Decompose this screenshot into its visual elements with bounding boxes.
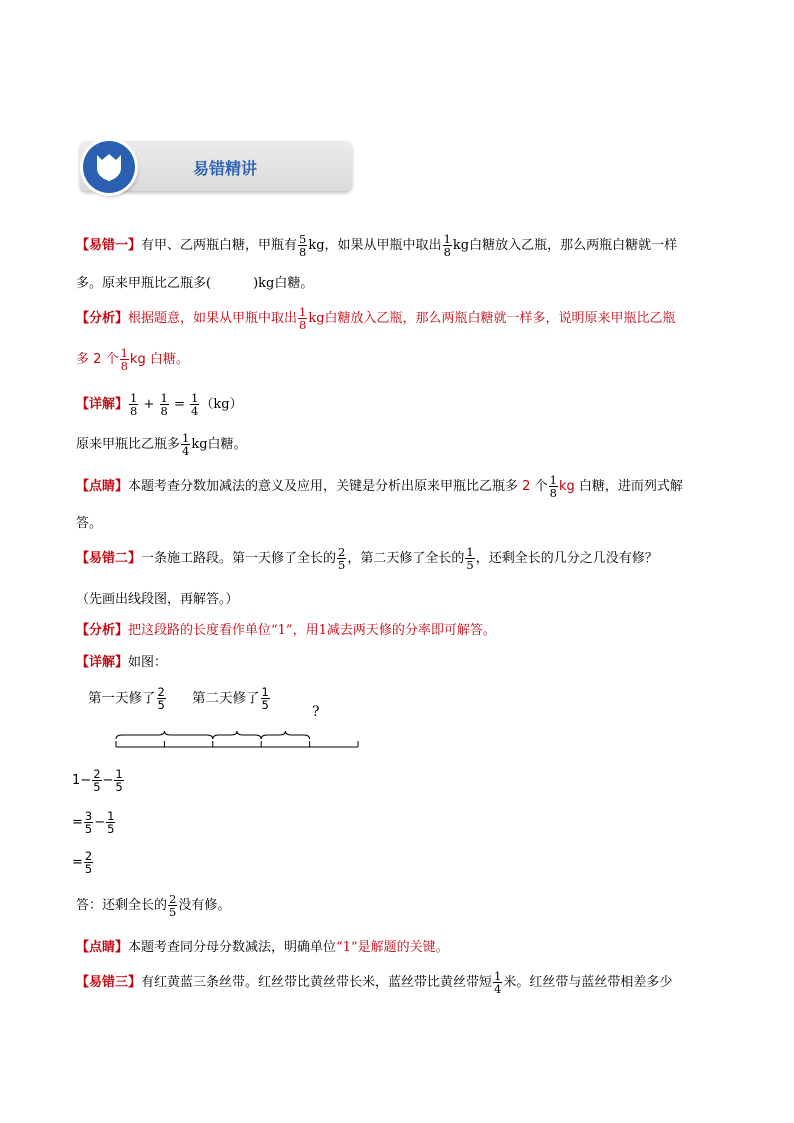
text: 多。原来甲瓶比乙瓶多( (76, 276, 212, 291)
analysis-2 (76, 619, 726, 638)
denominator: 5 (115, 780, 123, 795)
numerator: 1 (191, 391, 199, 405)
numerator: 1 (261, 685, 269, 699)
fraction (92, 768, 101, 793)
fraction (190, 392, 199, 417)
numerator: 1 (120, 346, 128, 360)
analysis-label: 【分析】 (76, 311, 129, 327)
text: 米。红丝带与蓝丝带相差多少 (503, 975, 673, 991)
fraction (443, 233, 452, 258)
text: )kg白糖。 (253, 276, 314, 291)
fraction (114, 768, 123, 793)
text: 本题考查分数加减法的意义及应用，关键是分析出原来甲瓶比乙瓶多 (128, 479, 519, 495)
shield-crown-icon (83, 141, 135, 193)
denominator: 5 (93, 780, 101, 795)
text: 2 (522, 479, 531, 495)
denominator: 5 (338, 558, 346, 573)
point-2 (76, 936, 726, 955)
plus-sign: + (143, 397, 155, 413)
text: 本题考查同分母分数减法，明确单位 (128, 940, 337, 955)
numerator: 1 (299, 305, 307, 319)
minus-sign: − (102, 773, 114, 789)
analysis-1-line-1 (76, 306, 726, 331)
denominator: 8 (299, 318, 307, 333)
fraction (106, 810, 115, 835)
point-1-line-1 (76, 474, 726, 499)
text: 根据题意，如果从甲瓶中取出 (128, 311, 298, 327)
section-title: 易错精讲 (193, 159, 258, 178)
fraction (84, 810, 93, 835)
denominator: 8 (120, 359, 128, 374)
numerator: 1 (549, 473, 557, 487)
text: kg白糖放入乙瓶，那么两瓶白糖就一样 (452, 238, 678, 254)
brace-day1 (116, 731, 213, 739)
equals-sign: = (72, 815, 83, 831)
fraction (298, 233, 307, 258)
numerator: 2 (84, 849, 93, 863)
numerator: 1 (494, 969, 502, 983)
calc-row-3 (72, 850, 94, 875)
segment-diagram (88, 686, 378, 756)
numerator: 1 (160, 391, 168, 405)
text: 有红黄蓝三条丝带。红丝带比黄丝带长米，蓝丝带比黄丝带短 (141, 975, 493, 991)
minus-sign: − (80, 773, 92, 789)
detail-1-line-2 (76, 432, 726, 457)
text: kg (558, 479, 575, 495)
text: 一条施工路段。第一天修了全长的 (141, 551, 337, 567)
denominator: 8 (160, 404, 168, 419)
problem-2-label: 【易错二】 (76, 551, 142, 567)
denominator: 5 (261, 698, 269, 713)
numerator: 1 (115, 767, 123, 781)
point-label: 【点睛】 (76, 940, 129, 955)
text: 没有修。 (178, 898, 231, 914)
fraction (549, 474, 558, 499)
fraction (84, 850, 93, 875)
detail-2-line-1 (76, 651, 726, 670)
text: 个 (534, 479, 548, 495)
text: 答。 (76, 516, 103, 531)
numerator: 1 (466, 545, 474, 559)
text: 白糖。 (149, 352, 189, 368)
text: 个 (105, 352, 119, 368)
unit: （kg） (200, 397, 243, 413)
brace-day2 (213, 731, 261, 739)
brace-remaining (261, 731, 309, 739)
denominator: 4 (494, 982, 502, 997)
fraction (160, 392, 169, 417)
fraction (120, 347, 129, 372)
text: 把这段路的长度看作单位“1”，用1减去两天修的分率即可解答。 (128, 623, 496, 638)
denominator: 5 (466, 558, 474, 573)
problem-1-line-1 (76, 233, 726, 258)
numerator: 5 (299, 232, 307, 246)
numerator: 1 (107, 809, 115, 823)
problem-3-line-1 (76, 970, 726, 995)
text: 第二天修了 (192, 690, 260, 707)
text: ，第二天修了全长的 (347, 551, 465, 567)
problem-1-line-2 (76, 272, 726, 291)
text: 2 (93, 352, 102, 368)
problem-2-line-1 (76, 546, 726, 571)
fraction (493, 970, 502, 995)
equals-sign: = (72, 855, 83, 871)
numerator: 1 (443, 232, 451, 246)
problem-3-label: 【易错三】 (76, 975, 142, 991)
denominator: 8 (443, 245, 451, 260)
analysis-1-line-2 (76, 347, 726, 372)
text: 多 (76, 352, 90, 368)
numerator: 2 (157, 685, 165, 699)
text: 答：还剩全长的 (76, 898, 168, 914)
problem-2-line-2 (76, 588, 726, 607)
text: kg白糖放入乙瓶，那么两瓶白糖就一样多，说明原来甲瓶比乙瓶 (308, 311, 676, 327)
fraction (465, 546, 474, 571)
text: 有甲、乙两瓶白糖，甲瓶有 (141, 238, 298, 254)
numerator: 2 (169, 892, 177, 906)
denominator: 5 (169, 905, 177, 920)
segment-svg (88, 686, 378, 756)
denominator: 4 (191, 404, 199, 419)
text: 白糖，进而列式解 (578, 479, 683, 495)
denominator: 5 (84, 822, 93, 837)
detail-label: 【详解】 (76, 655, 129, 670)
denominator: 5 (107, 822, 115, 837)
denominator: 5 (84, 862, 93, 877)
text: 原来甲瓶比乙瓶多 (76, 437, 181, 453)
denominator: 8 (549, 486, 557, 501)
fraction (168, 893, 177, 918)
numerator: 3 (84, 809, 93, 823)
diagram-question-mark: ? (312, 704, 320, 720)
analysis-label: 【分析】 (76, 623, 129, 638)
calc-row-1 (72, 768, 125, 793)
fraction (337, 546, 346, 571)
denominator: 8 (130, 404, 138, 419)
fraction (129, 392, 138, 417)
numerator: 2 (338, 545, 346, 559)
detail-1-line-1 (76, 392, 726, 417)
detail-label: 【详解】 (76, 397, 129, 413)
text: kg白糖。 (191, 437, 247, 453)
text: “1”是解题的关键。 (336, 940, 449, 955)
denominator: 5 (157, 698, 165, 713)
numerator: 1 (182, 431, 190, 445)
minus-sign: − (94, 815, 106, 831)
numerator: 2 (93, 767, 101, 781)
point-label: 【点睛】 (76, 479, 129, 495)
text: 第一天修了 (88, 690, 156, 707)
calc-row-2 (72, 810, 116, 835)
text: ，还剩全长的几分之几没有修？ (475, 551, 658, 567)
text: kg (129, 352, 146, 368)
problem-1-label: 【易错一】 (76, 238, 142, 254)
fraction (298, 306, 307, 331)
text: 1 (72, 773, 81, 789)
point-1-line-2 (76, 512, 726, 531)
equals-sign: = (174, 397, 185, 413)
numerator: 1 (130, 391, 138, 405)
text: kg，如果从甲瓶中取出 (308, 238, 442, 254)
text: 如图： (128, 655, 168, 670)
answer-2 (76, 893, 726, 918)
denominator: 4 (182, 444, 190, 459)
fraction (181, 432, 190, 457)
text: （先画出线段图，再解答。） (76, 592, 239, 607)
denominator: 8 (299, 245, 307, 260)
